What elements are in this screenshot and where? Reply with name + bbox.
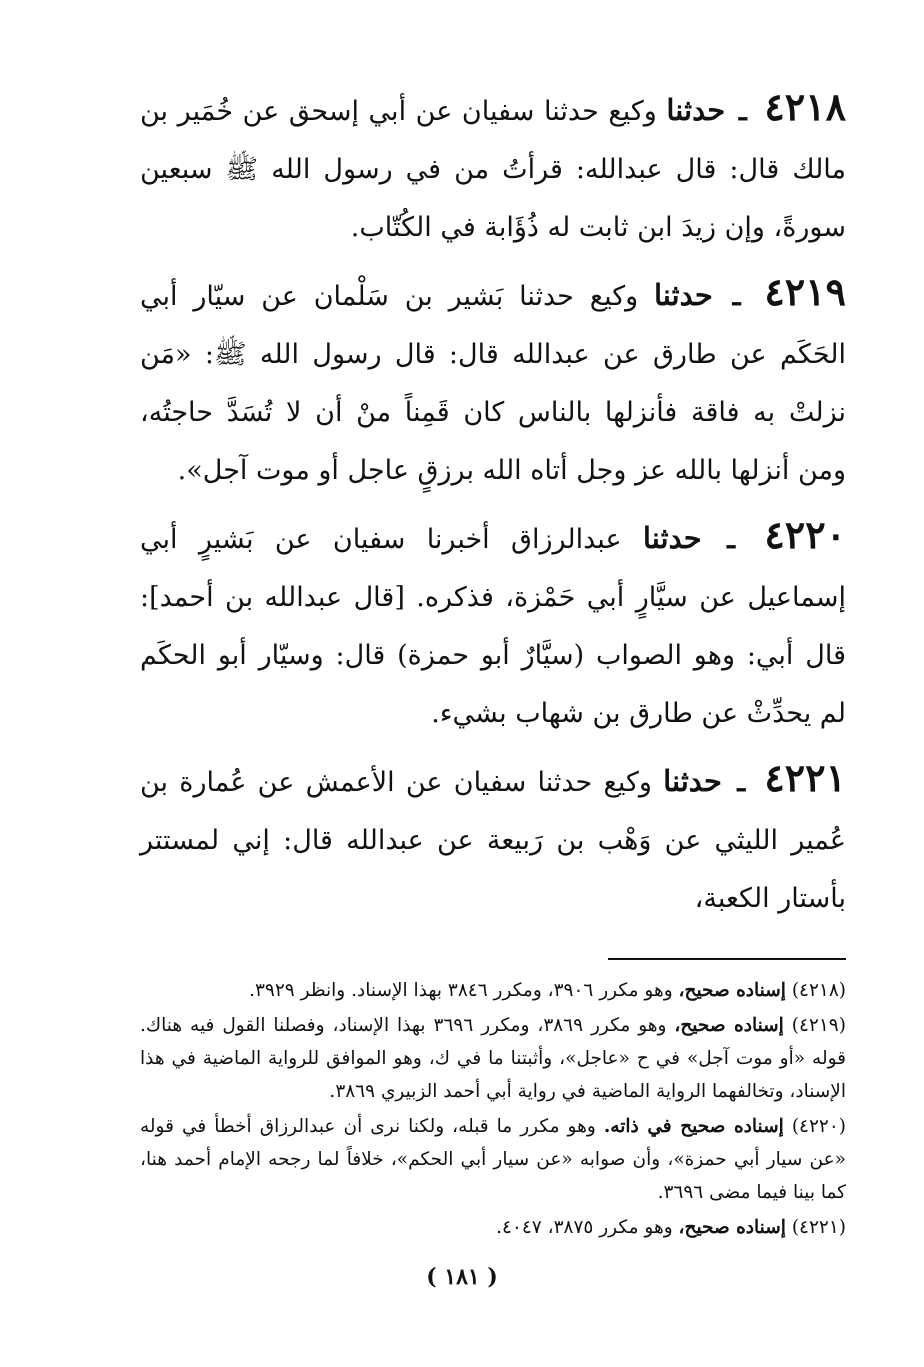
hadith-keyword: حدثنا (642, 521, 702, 555)
hadith-dash: ـ (737, 767, 746, 798)
footnote-divider (608, 958, 846, 960)
hadith-dash: ـ (727, 524, 736, 555)
hadith-4218 (140, 78, 846, 257)
hadith-keyword: حدثنا (663, 764, 722, 798)
footnote-text: وهو مكرر ٣٨٧٥، ٤٠٤٧. (496, 1217, 673, 1238)
hadith-4221 (140, 749, 846, 928)
footnote-ref: (٤٢١٨) (791, 980, 846, 1001)
hadith-4219 (140, 263, 846, 500)
footnote-keyword: إسناده صحيح في ذاته. (603, 1116, 784, 1137)
hadith-number: ٤٢٢١ (764, 755, 846, 800)
hadith-number: ٤٢٢٠ (764, 512, 847, 557)
page-number: ( ١٨١ ) (426, 1264, 498, 1290)
footnote-keyword: إسناده صحيح، (678, 1217, 786, 1238)
hadith-text: وكيع حدثنا سفيان عن أبي إسحق عن خُمَير بن مالك قال: قال عبدالله: قرأتُ من في رسول الله ﷺ سبعين سورةً، وإن زيدَ ابن ثابت له ذُؤَابة في الكُتّاب. (140, 96, 846, 243)
hadith-number: ٤٢١٨ (764, 84, 846, 129)
footnote-ref: (٤٢٢٠) (791, 1116, 847, 1137)
hadith-dash: ـ (732, 281, 741, 312)
hadith-text: وكيع حدثنا سفيان عن الأعمش عن عُمارة بن عُمير الليثي عن وَهْب بن رَبيعة عن عبدالله قال: إني لمستتر بأستار الكعبة، (140, 767, 846, 914)
footnote-text: وهو مكرر ما قبله، ولكنا نرى أن عبدالرزاق أخطأ في قوله «عن سيار أبي حمزة»، وأن صوابه «عن سيار أبي الحكم»، خلافاً لما رجحه الإمام أحمد هنا، كما بينا فيما مضى ٣٦٩٦. (140, 1116, 846, 1203)
hadith-keyword: حدثنا (653, 278, 713, 312)
hadith-dash: ـ (738, 96, 747, 127)
footnote-4219 (140, 1009, 846, 1108)
footnote-4218 (140, 974, 846, 1007)
footnote-keyword: إسناده صحيح، (674, 1015, 784, 1036)
footnote-4220 (140, 1110, 846, 1209)
footnote-keyword: إسناده صحيح، (678, 980, 786, 1001)
footnote-4221 (140, 1211, 846, 1244)
footnote-ref: (٤٢١٩) (791, 1015, 846, 1036)
hadith-keyword: حدثنا (666, 93, 726, 127)
hadith-text: عبدالرزاق أخبرنا سفيان عن بَشيرٍ أبي إسماعيل عن سيَّارٍ أبي حَمْزة، فذكره. [قال عبدالله بن أحمد]: قال أبي: وهو الصواب (سيَّارٌ أبو حمزة) قال: وسيّار أبو الحكَم لم يحدِّثْ عن طارق بن شهاب بشيء. (140, 524, 846, 729)
footnote-text: وهو مكرر ٣٨٦٩، ومكرر ٣٦٩٦ بهذا الإسناد، وفصلنا القول فيه هناك. قوله «أو موت آجل» في ح «عاجل»، وأثبتنا ما في ك، وهو الموافق للرواية الماضية في هذا الإسناد، وتخالفهما الرواية الماضية في رواية أبي أحمد الزبيري ٣٨٦٩. (140, 1015, 846, 1102)
hadith-number: ٤٢١٩ (764, 269, 846, 314)
hadith-4220 (140, 506, 846, 743)
footnote-ref: (٤٢٢١) (791, 1217, 846, 1238)
hadith-text: وكيع حدثنا بَشير بن سَلْمان عن سيّار أبي الحَكَم عن طارق عن عبدالله قال: قال رسول الله ﷺ: «مَن نزلتْ به فاقة فأنزلها بالناس كان قَمِناً منْ أن لا تُسَدَّ حاجتُه، ومن أنزلها بالله عز وجل أتاه الله برزقٍ عاجل أو موت آجل». (140, 281, 846, 486)
footnote-text: وهو مكرر ٣٩٠٦، ومكرر ٣٨٤٦ بهذا الإسناد. وانظر ٣٩٢٩. (249, 980, 673, 1001)
